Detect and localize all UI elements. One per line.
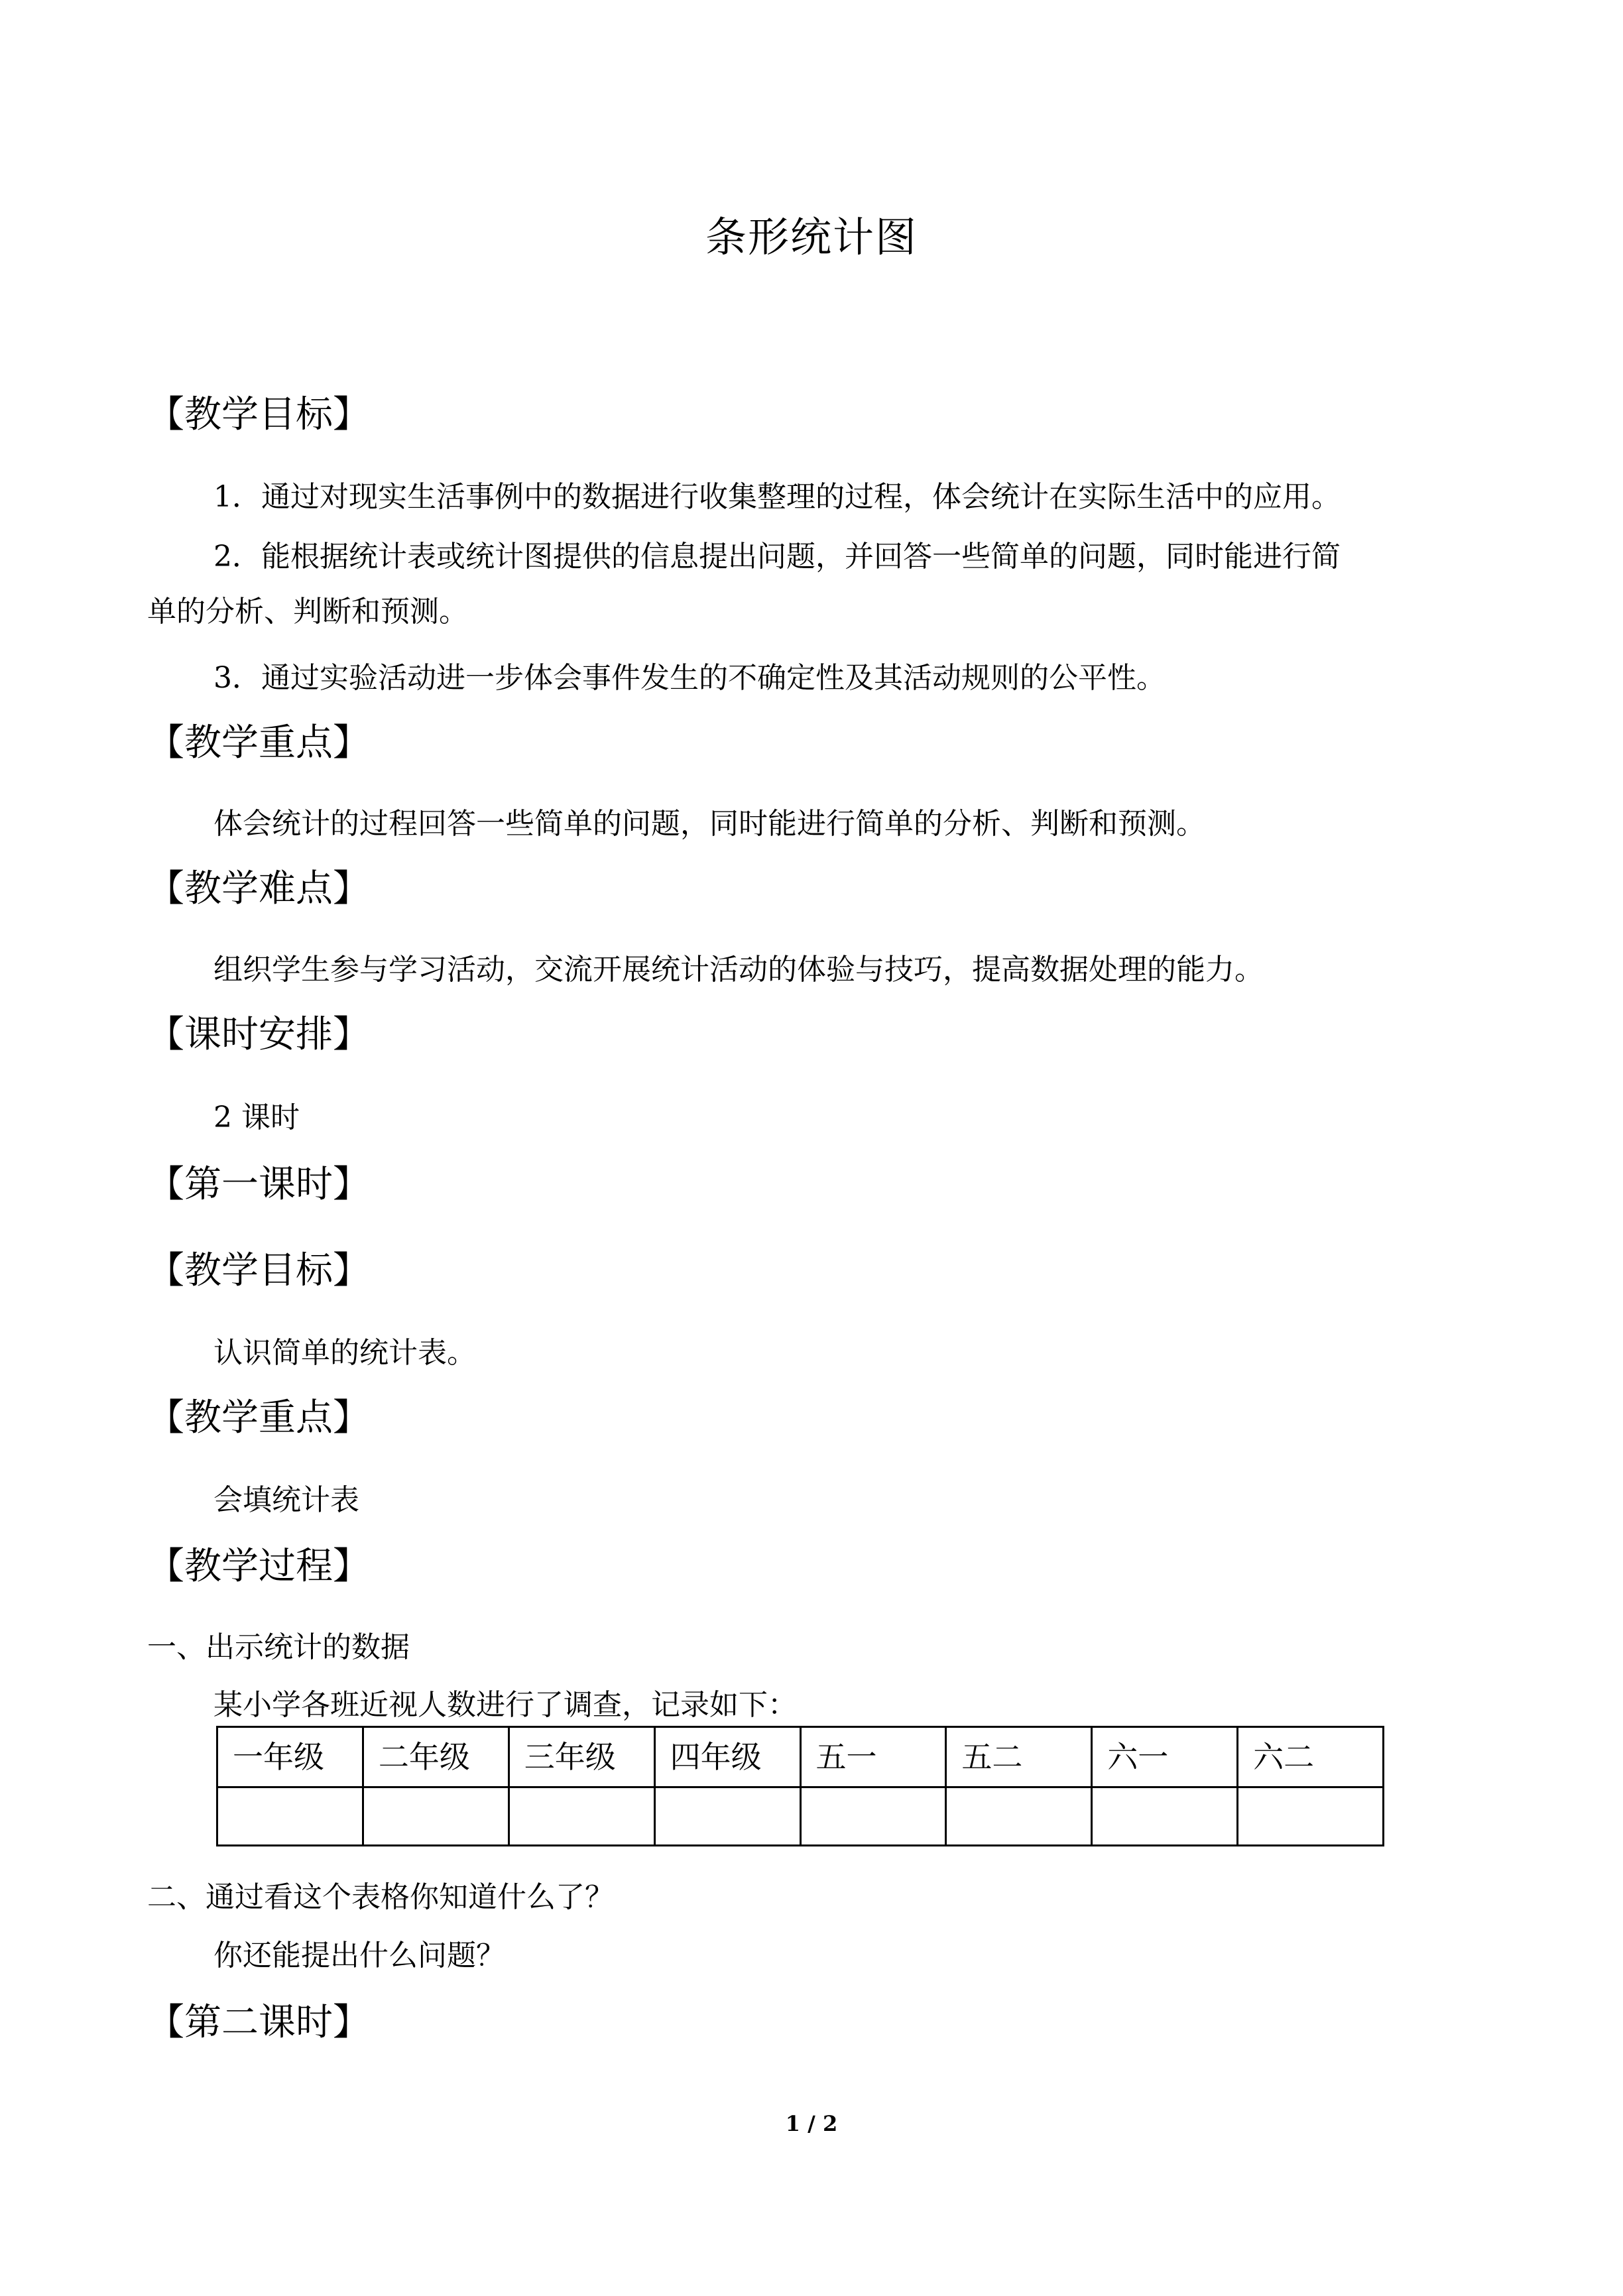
table-value-cell bbox=[654, 1787, 800, 1846]
table-header-row bbox=[217, 1727, 1384, 1787]
table-header-cell: 一年级 bbox=[217, 1727, 363, 1787]
page-number: 1 / 2 bbox=[785, 2111, 838, 2136]
table-header-cell: 四年级 bbox=[654, 1727, 800, 1787]
difficulties-heading: 【教学难点】 bbox=[147, 867, 370, 910]
survey-intro: 某小学各班近视人数进行了调查，记录如下： bbox=[213, 1688, 797, 1722]
table-header-cell: 五二 bbox=[946, 1727, 1092, 1787]
lesson-1-goals-text: 认识简单的统计表。 bbox=[213, 1336, 476, 1370]
table-value-cell bbox=[509, 1787, 654, 1846]
goal-item-3: 3．通过实验活动进一步体会事件发生的不确定性及其活动规则的公平性。 bbox=[213, 661, 1166, 695]
table-value-row bbox=[217, 1787, 1384, 1846]
lesson-2-heading: 【第二课时】 bbox=[147, 2001, 370, 2044]
page-title: 条形统计图 bbox=[705, 213, 918, 261]
difficulties-text: 组织学生参与学习活动，交流开展统计活动的体验与技巧，提高数据处理的能力。 bbox=[213, 953, 1264, 987]
key-points-heading: 【教学重点】 bbox=[147, 721, 370, 764]
table-header-cell: 二年级 bbox=[363, 1727, 509, 1787]
lesson-1-heading: 【第一课时】 bbox=[147, 1163, 370, 1206]
lesson-1-key-text: 会填统计表 bbox=[213, 1483, 359, 1517]
goal-item-2: 2．能根据统计表或统计图提供的信息提出问题，并回答一些简单的问题，同时能进行简 bbox=[213, 540, 1341, 574]
table-header-cell: 六二 bbox=[1238, 1727, 1384, 1787]
table-value-cell bbox=[217, 1787, 363, 1846]
goal-item-1: 1．通过对现实生活事例中的数据进行收集整理的过程，体会统计在实际生活中的应用。 bbox=[213, 480, 1341, 514]
table-value-cell bbox=[1238, 1787, 1384, 1846]
process-step-1: 一、出示统计的数据 bbox=[147, 1630, 410, 1664]
teaching-goals-heading: 【教学目标】 bbox=[147, 393, 370, 436]
table-value-cell bbox=[946, 1787, 1092, 1846]
table-value-cell bbox=[363, 1787, 509, 1846]
table-header-cell: 六一 bbox=[1092, 1727, 1238, 1787]
schedule-text: 2 课时 bbox=[213, 1101, 300, 1134]
goal-item-2-continued: 单的分析、判断和预测。 bbox=[147, 595, 468, 629]
lesson-1-key-heading: 【教学重点】 bbox=[147, 1396, 370, 1439]
key-points-text: 体会统计的过程回答一些简单的问题，同时能进行简单的分析、判断和预测。 bbox=[213, 807, 1205, 841]
myopia-survey-table bbox=[216, 1726, 1384, 1846]
table-header-cell: 五一 bbox=[800, 1727, 946, 1787]
table-value-cell bbox=[1092, 1787, 1238, 1846]
table-header-cell: 三年级 bbox=[509, 1727, 654, 1787]
lesson-1-goals-heading: 【教学目标】 bbox=[147, 1249, 370, 1292]
teaching-process-heading: 【教学过程】 bbox=[147, 1545, 370, 1588]
follow-up-question: 你还能提出什么问题？ bbox=[213, 1939, 505, 1972]
schedule-heading: 【课时安排】 bbox=[147, 1013, 370, 1056]
table-value-cell bbox=[800, 1787, 946, 1846]
process-step-2: 二、通过看这个表格你知道什么了？ bbox=[147, 1880, 614, 1914]
